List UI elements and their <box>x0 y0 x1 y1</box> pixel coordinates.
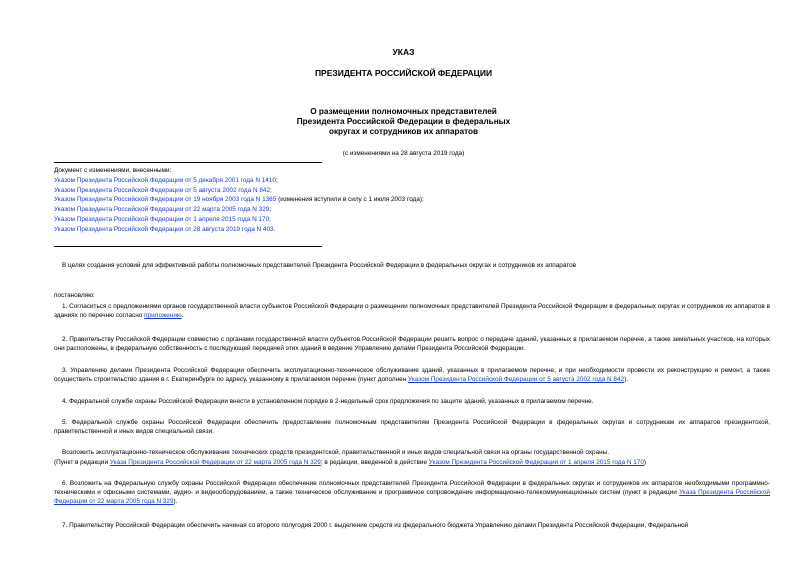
paragraph-5: 5. Федеральной службе охраны Российской Федерации обеспечить предоставление полномочным представителям Президента Российской Федерации в федеральных округах и сотрудникам их аппаратов президентской, правительственной и иных видов специальной связи. <box>54 419 770 435</box>
document-title-line-3: округах и сотрудников их аппаратов <box>328 127 479 136</box>
p3-decree-link[interactable]: Указом Президента Российской Федерации от 5 августа 2002 года N 842 <box>408 376 625 383</box>
change-link-2[interactable]: Указом Президента Российской Федерации от 5 августа 2002 года N 842 <box>54 186 271 194</box>
p6-decree-link[interactable]: Указа Президента Российской Федерации от 22 марта 2005 года N 329 <box>54 489 770 505</box>
decree-heading: УКАЗ <box>392 47 415 57</box>
president-heading: ПРЕЗИДЕНТА РОССИЙСКОЙ ФЕДЕРАЦИИ <box>314 68 493 78</box>
change-suffix: ; <box>269 206 272 214</box>
change-link-5[interactable]: Указом Президента Российской Федерации от 1 апреля 2015 года N 170 <box>54 215 270 223</box>
divider-top <box>54 162 322 163</box>
change-suffix: ; <box>269 215 271 223</box>
paragraph-6: 6. Возложить на Федеральную службу охраны Российской Федерации обеспечение полномочных представителей Президента Российской Федерации в федеральных округах и сотрудников их аппаратов необходимыми программно-техническими и офисными системами, аудио- и видеооборудованием, а также техническое обслуживание и программное сопровождение информационно-телекоммуникационных систем (пункт в редакции Указа Президента Российской Федерации от 22 марта 2005 года N 329). <box>54 480 770 505</box>
change-item <box>54 225 514 235</box>
resolve-word: постановляю: <box>54 292 95 299</box>
document-title-line-2: Президента Российской Федерации в федеральных <box>296 117 511 126</box>
appendix-link[interactable]: приложению <box>144 312 182 319</box>
change-item <box>54 195 514 205</box>
change-link-3[interactable]: Указом Президента Российской Федерации от 19 ноября 2003 года N 1365 <box>54 196 277 204</box>
paragraph-5b: Возложить эксплуатационно-техническое обслуживание технических средств президентской, правительственной и иных видов специальной связи на органы государственной охраны. <box>62 449 610 456</box>
change-link-6[interactable]: Указом Президента Российской Федерации от 28 августа 2019 года N 403 <box>54 225 274 233</box>
change-item <box>54 215 514 225</box>
change-suffix: ; <box>270 186 272 194</box>
paragraph-3: 3. Управлению делами Президента Российской Федерации обеспечить эксплуатационно-техническое обслуживание зданий, указанных в прилагаемом перечне, и при необходимости провести их реконструкцию и ремонт, а также осуществить строительство здания в г. Екатеринбурге по адресу, указанному в прилагаемом перечне (пункт дополнен Указом Президента Российской Федерации от 5 августа 2002 года N 842). <box>54 367 770 383</box>
paragraph-1: 1. Согласиться с предложениями органов государственной власти субъектов Российской Федерации о размещении полномочных представителей Президента Российской Федерации в федеральных округах и сотрудников их аппаратов в зданиях по перечню согласно приложению. <box>54 303 770 319</box>
paragraph-5c: (Пункт в редакции Указа Президента Российской Федерации от 22 марта 2005 года N 329; в редакции, введенной в действие Указом Президента Российской Федерации от 1 апреля 2015 года N 170) <box>54 459 647 466</box>
paragraph-2: 2. Правительству Российской Федерации совместно с органами государственной власти субъектов Российской Федерации решить вопрос о передаче зданий, указанных в прилагаемом перечне, а также земельных участков, на которых они расположены, в федеральную собственность с последующей передачей этих зданий в ведение Управлению делами Президента Российской Федерации. <box>54 336 770 352</box>
change-item <box>54 186 514 196</box>
change-link-1[interactable]: Указом Президента Российской Федерации от 5 декабря 2001 года N 1410 <box>54 176 276 184</box>
document-title-line-1: О размещении полномочных представителей <box>310 107 497 116</box>
preamble: В целях создания условий для эффективной работы полномочных представителей Президента Российской Федерации в федеральных округах и сотрудников их аппаратов <box>62 262 577 269</box>
change-suffix: . <box>273 225 276 233</box>
changes-note: (с изменениями на 28 августа 2019 года) <box>342 150 465 157</box>
change-link-4[interactable]: Указом Президента Российской Федерации от 22 марта 2005 года N 329 <box>54 206 270 214</box>
p5-decree-link-1[interactable]: Указа Президента Российской Федерации от 22 марта 2005 года N 329 <box>109 459 321 466</box>
p5-decree-link-2[interactable]: Указом Президента Российской Федерации от 1 апреля 2015 года N 170 <box>428 459 644 466</box>
paragraph-4: 4. Федеральной службе охраны Российской Федерации внести в установленном порядке в 2-недельный срок предложения по защите зданий, указанных в прилагаемом перечне. <box>62 398 594 405</box>
changes-list <box>54 166 514 235</box>
paragraph-7: 7. Правительству Российской Федерации обеспечить начиная со второго полугодия 2000 г. выделение средств из федерального бюджета Управлению делами Президента Российской Федерации, Федеральной <box>62 522 689 529</box>
change-item <box>54 205 514 215</box>
changes-intro: Документ с изменениями, внесенными: <box>54 167 172 174</box>
divider-bottom <box>54 246 322 247</box>
change-item <box>54 176 514 186</box>
change-suffix: (изменения вступили в силу с 1 июля 2003 года); <box>276 196 424 204</box>
change-suffix: ; <box>275 176 278 184</box>
